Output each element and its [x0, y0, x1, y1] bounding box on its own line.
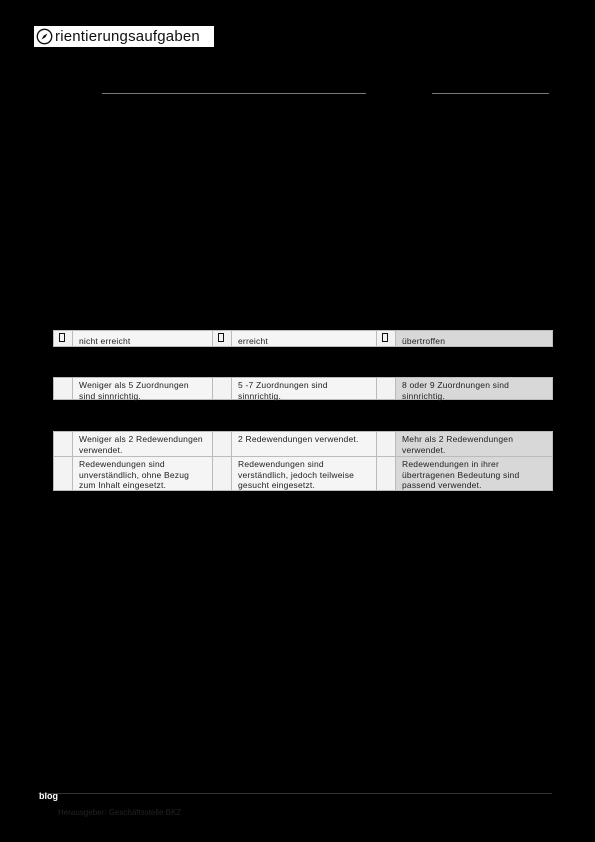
- marker-cell: [213, 432, 232, 456]
- footer-blog-label: blog: [39, 791, 58, 801]
- criterion-exceeded: 8 oder 9 Zuordnungen sind sinnrichtig.: [396, 378, 552, 399]
- checkbox-exceeded[interactable]: [377, 331, 396, 346]
- checkbox-icon: [218, 333, 224, 342]
- date-line: [432, 93, 549, 94]
- footer-publisher: Herausgeber: Geschäftsstelle BKZ: [58, 808, 182, 817]
- footer-divider: [38, 793, 552, 794]
- logo: [34, 26, 214, 47]
- level-reached: erreicht: [232, 331, 377, 346]
- criterion-reached: Redewendungen sind verständlich, jedoch teilweise gesucht eingesetzt.: [232, 457, 377, 490]
- compass-icon: [36, 28, 53, 45]
- marker-cell: [377, 457, 396, 490]
- criterion-exceeded: Redewendungen in ihrer übertragenen Bedeutung sind passend verwendet.: [396, 457, 552, 490]
- checkbox-reached[interactable]: [213, 331, 232, 346]
- criteria-group: [53, 431, 553, 491]
- level-header-row: [53, 330, 553, 347]
- marker-cell: [54, 378, 73, 399]
- criterion-reached: 2 Redewendungen verwendet.: [232, 432, 377, 456]
- marker-cell: [54, 432, 73, 456]
- marker-cell: [377, 432, 396, 456]
- criteria-row: [54, 432, 552, 456]
- name-line: [102, 93, 366, 94]
- criterion-reached: 5 -7 Zuordnungen sind sinnrichtig.: [232, 378, 377, 399]
- criteria-row: [54, 456, 552, 490]
- level-not-reached: nicht erreicht: [73, 331, 213, 346]
- marker-cell: [213, 457, 232, 490]
- criterion-not-reached: Weniger als 2 Redewendungen verwendet.: [73, 432, 213, 456]
- level-exceeded: übertroffen: [396, 331, 552, 346]
- marker-cell: [213, 378, 232, 399]
- checkbox-icon: [382, 333, 388, 342]
- criterion-exceeded: Mehr als 2 Redewendungen verwendet.: [396, 432, 552, 456]
- marker-cell: [377, 378, 396, 399]
- checkbox-icon: [59, 333, 65, 342]
- criterion-not-reached: Weniger als 5 Zuordnungen sind sinnrichtig.: [73, 378, 213, 399]
- checkbox-not-reached[interactable]: [54, 331, 73, 346]
- criterion-not-reached: Redewendungen sind unverständlich, ohne Bezug zum Inhalt eingesetzt.: [73, 457, 213, 490]
- logo-text: rientierungsaufgaben: [55, 28, 200, 45]
- criteria-row: [53, 377, 553, 400]
- marker-cell: [54, 457, 73, 490]
